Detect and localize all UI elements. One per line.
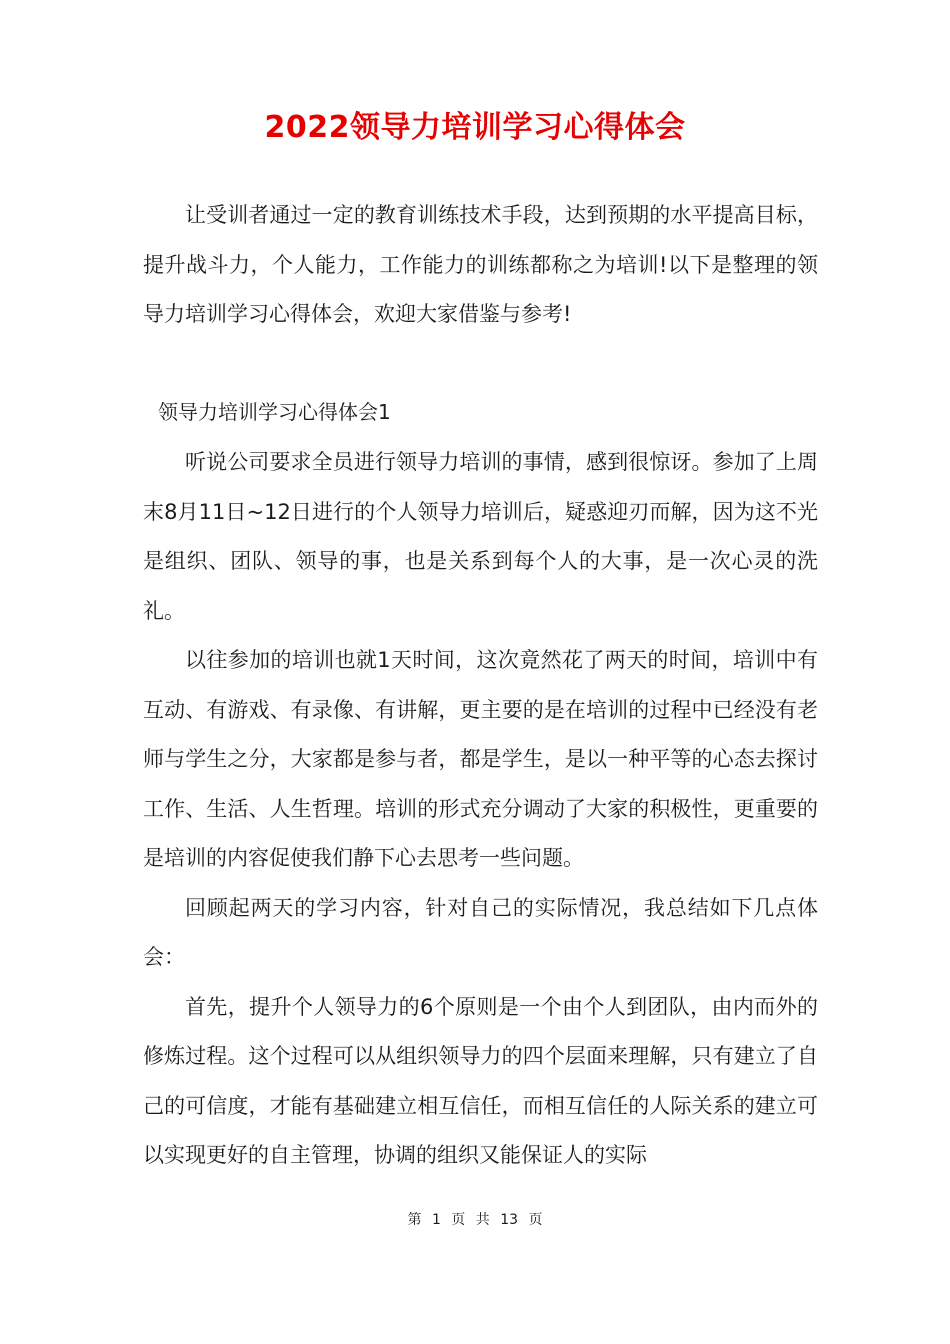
body-paragraph: 首先，提升个人领导力的6个原则是一个由个人到团队，由内而外的修炼过程。这个过程可以从组织领导力的四个层面来理解，只有建立了自己的可信度，才能有基础建立相互信任，而相互信任的人际关系的建立可以实现更好的自主管理，协调的组织又能保证人的实际 [143, 994, 818, 1167]
page-footer: 第 1 页 共 13 页 [407, 1212, 543, 1228]
section-heading: 领导力培训学习心得体会1 [158, 400, 391, 424]
section-body [143, 438, 818, 1181]
document-title: 2022领导力培训学习心得体会 [264, 110, 686, 145]
body-paragraph: 听说公司要求全员进行领导力培训的事情，感到很惊讶。参加了上周末8月11日~12日进行的个人领导力培训后，疑惑迎刃而解，因为这不光是组织、团队、领导的事，也是关系到每个人的大事，是一次心灵的洗礼。 [143, 450, 818, 623]
body-paragraph: 以往参加的培训也就1天时间，这次竟然花了两天的时间，培训中有互动、有游戏、有录像、有讲解，更主要的是在培训的过程中已经没有老师与学生之分，大家都是参与者，都是学生，是以一种平等的心态去探讨工作、生活、人生哲理。培训的形式充分调动了大家的积极性，更重要的是培训的内容促使我们静下心去思考一些问题。 [143, 648, 818, 870]
intro-paragraph: 让受训者通过一定的教育训练技术手段，达到预期的水平提高目标，提升战斗力，个人能力，工作能力的训练都称之为培训!以下是整理的领导力培训学习心得体会，欢迎大家借鉴与参考! [143, 203, 818, 326]
body-paragraph: 回顾起两天的学习内容，针对自己的实际情况，我总结如下几点体会： [143, 895, 818, 969]
